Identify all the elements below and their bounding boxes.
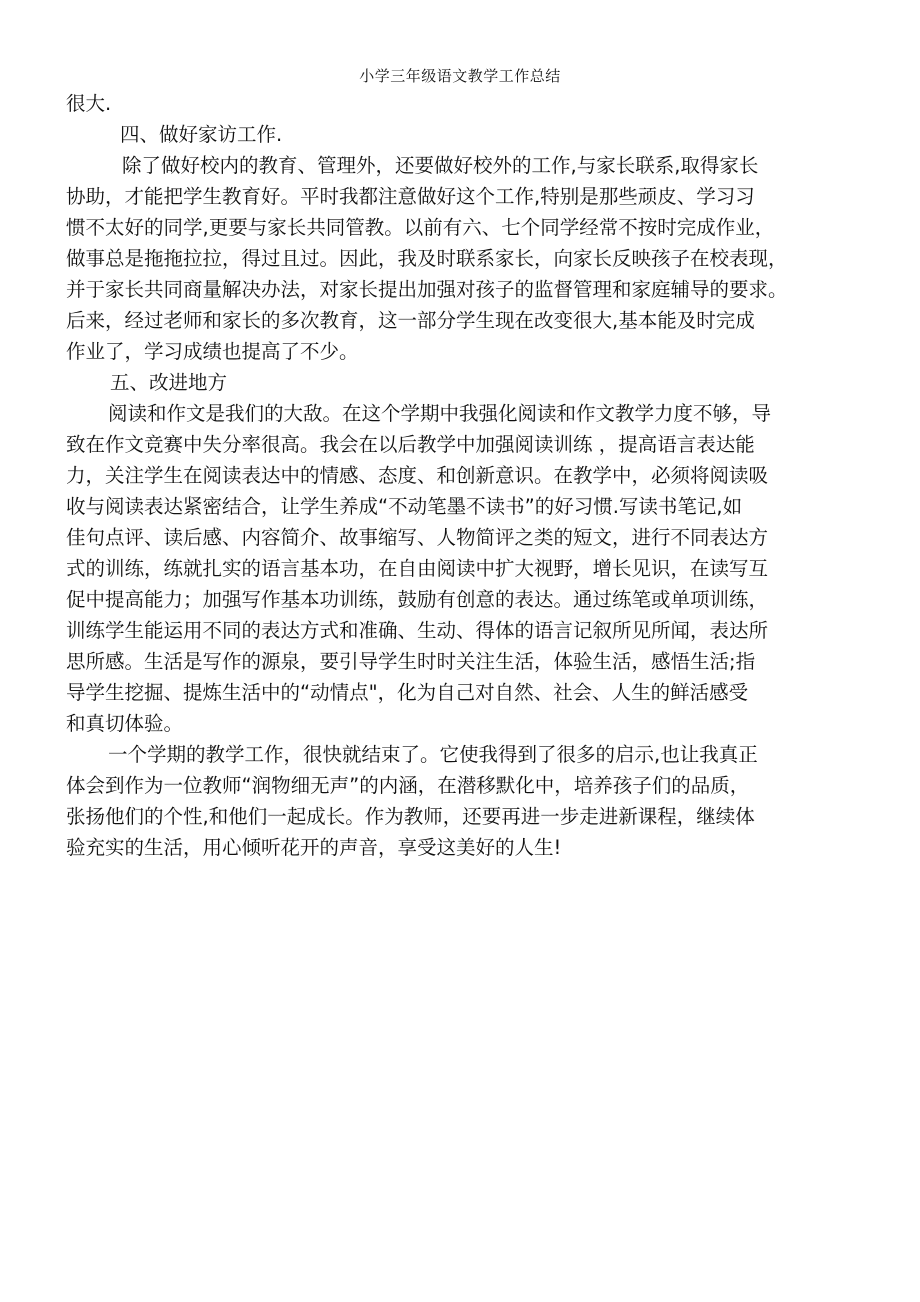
body-line-3: 除了做好校内的教育、管理外，还要做好校外的工作,与家长联系,取得家长 [122,154,759,177]
body-line-5: 惯不太好的同学,更要与家长共同管教。以前有六、七个同学经常不按时完成作业， [66,216,775,239]
body-line-4: 协助，才能把学生教育好。平时我都注意做好这个工作,特别是那些顽皮、学习习 [66,185,755,208]
body-line-12: 致在作文竞赛中失分率很高。我会在以后教学中加强阅读训练 ，提高语言表达能 [66,433,755,456]
body-line-22: 一个学期的教学工作，很快就结束了。它使我得到了很多的启示,也让我真正 [108,743,758,766]
body-line-11: 阅读和作文是我们的大敌。在这个学期中我强化阅读和作文教学力度不够，导 [108,402,772,425]
body-line-8: 后来，经过老师和家长的多次教育，这一部分学生现在改变很大,基本能及时完成 [66,309,755,332]
body-line-9: 作业了，学习成绩也提高了不少。 [66,340,359,363]
body-line-25: 验充实的生活，用心倾听花开的声音，享受这美好的人生! [66,836,562,859]
body-line-21: 和真切体验。 [66,712,184,735]
body-line-6: 做事总是拖拖拉拉，得过且过。因此，我及时联系家长，向家长反映孩子在校表现， [66,247,788,270]
body-line-18: 训练学生能运用不同的表达方式和准确、生动、得体的语言记叙所见所闻，表达所 [66,619,769,642]
page-header-title: 小学三年级语文教学工作总结 [359,67,561,85]
body-line-17: 促中提高能力；加强写作基本功训练，鼓励有创意的表达。通过练笔或单项训练， [66,588,769,611]
section-heading-improvement: 五、改进地方 [110,371,228,394]
body-line-16: 式的训练，练就扎实的语言基本功，在自由阅读中扩大视野，增长见识，在读写互 [66,557,769,580]
body-line-15: 佳句点评、读后感、内容简介、故事缩写、人物简评之类的短文，进行不同表达方 [66,526,769,549]
body-line-1: 很大. [66,92,112,115]
body-line-14: 收与阅读表达紧密结合，让学生养成“不动笔墨不读书”的好习惯.写读书笔记,如 [66,495,743,518]
body-line-7: 并于家长共同商量解决办法，对家长提出加强对孩子的监督管理和家庭辅导的要求。 [66,278,788,301]
body-line-13: 力，关注学生在阅读表达中的情感、态度、和创新意识。在教学中，必须将阅读吸 [66,464,769,487]
section-heading-home-visit: 四、做好家访工作. [120,123,283,146]
body-line-20: 导学生挖掘、提炼生活中的“动情点"，化为自己对自然、社会、人生的鲜活感受 [66,681,749,704]
body-line-19: 思所感。生活是写作的源泉，要引导学生时时关注生活，体验生活，感悟生活;指 [66,650,756,673]
body-line-23: 体会到作为一位教师“润物细无声”的内涵，在潜移默化中，培养孩子们的品质， [66,774,750,797]
body-line-24: 张扬他们的个性,和他们一起成长。作为教师，还要再进一步走进新课程，继续体 [66,805,755,828]
